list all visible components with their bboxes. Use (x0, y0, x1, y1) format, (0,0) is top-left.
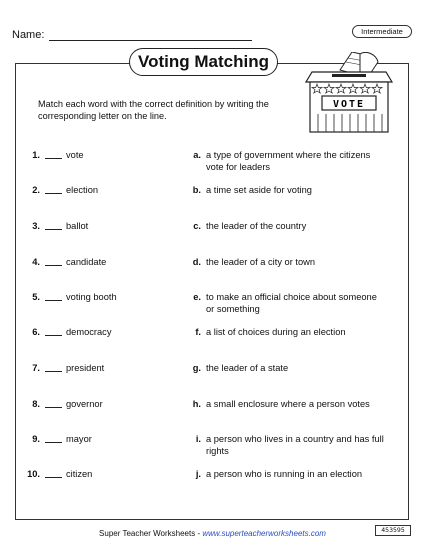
vote-sign: VOTE (332, 99, 366, 110)
definition-letter: h. (192, 399, 201, 409)
word-number: 1. (32, 150, 40, 160)
definition-letter: i. (195, 434, 201, 444)
word-text: ballot (66, 221, 89, 231)
word-number: 10. (27, 469, 40, 479)
definition-text: a person who lives in a country and has full rights (206, 434, 384, 456)
word-text: democracy (66, 327, 112, 337)
word-text: candidate (66, 257, 107, 267)
worksheet-code: 453595 (375, 525, 411, 536)
level-badge: Intermediate (352, 25, 412, 38)
footer (0, 529, 425, 538)
instructions: Match each word with the correct definition by writing the corresponding letter on the line. (38, 99, 269, 121)
footer-separator: - (195, 529, 203, 538)
answer-blank[interactable] (45, 407, 62, 408)
definition-letter: g. (192, 363, 201, 373)
name-field[interactable] (49, 40, 252, 41)
word-number: 2. (32, 185, 40, 195)
word-text: president (66, 363, 105, 373)
definition-text: the leader of a state (206, 363, 289, 373)
name-label: Name: (12, 29, 45, 41)
answer-blank[interactable] (45, 193, 62, 194)
ballot-box-icon (304, 52, 394, 134)
answer-blank[interactable] (45, 335, 62, 336)
answer-blank[interactable] (45, 371, 62, 372)
definition-letter: b. (192, 185, 201, 195)
word-text: governor (66, 399, 103, 409)
word-number: 6. (32, 327, 40, 337)
footer-site-name: Super Teacher Worksheets (99, 529, 196, 538)
definition-letter: a. (193, 150, 201, 160)
answer-blank[interactable] (45, 158, 62, 159)
definition-text: to make an official choice about someone or something (206, 292, 377, 314)
worksheet-title: Voting Matching (129, 48, 278, 76)
word-number: 8. (32, 399, 40, 409)
word-number: 7. (32, 363, 40, 373)
definition-letter: c. (193, 221, 201, 231)
definition-text: a type of government where the citizens vote for leaders (206, 150, 371, 172)
definition-letter: j. (195, 469, 201, 479)
definition-text: a small enclosure where a person votes (206, 399, 370, 409)
answer-blank[interactable] (45, 477, 62, 478)
definition-text: a time set aside for voting (206, 185, 312, 195)
definition-text: the leader of a city or town (206, 257, 316, 267)
definition-letter: d. (192, 257, 201, 267)
word-number: 4. (32, 257, 40, 267)
definition-letter: f. (195, 327, 201, 337)
definition-text: a list of choices during an election (206, 327, 346, 337)
answer-blank[interactable] (45, 229, 62, 230)
answer-blank[interactable] (45, 300, 62, 301)
footer-link[interactable]: www.superteacherworksheets.com (202, 529, 326, 538)
word-number: 3. (32, 221, 40, 231)
definition-text: the leader of the country (206, 221, 307, 231)
word-text: election (66, 185, 99, 195)
word-text: mayor (66, 434, 92, 444)
word-number: 9. (32, 434, 40, 444)
answer-blank[interactable] (45, 442, 62, 443)
word-text: citizen (66, 469, 93, 479)
word-number: 5. (32, 292, 40, 302)
word-text: voting booth (66, 292, 117, 302)
definition-text: a person who is running in an election (206, 469, 363, 479)
answer-blank[interactable] (45, 265, 62, 266)
definition-letter: e. (193, 292, 201, 302)
word-text: vote (66, 150, 84, 160)
